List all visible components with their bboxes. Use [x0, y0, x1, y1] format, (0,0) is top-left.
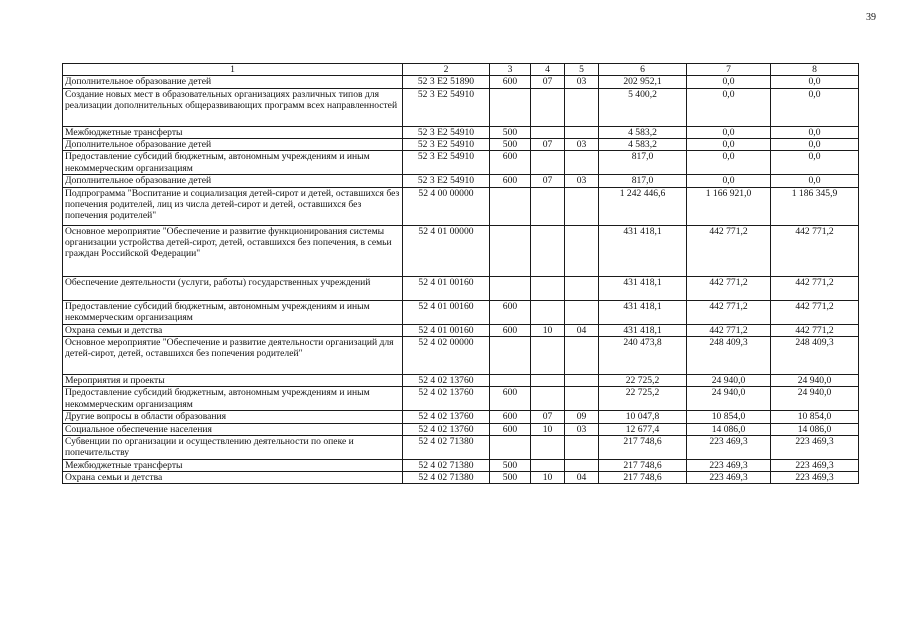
cell-amount-year3: 442 771,2: [771, 300, 859, 324]
table-row: [63, 138, 859, 150]
cell-expense-type: 500: [490, 459, 531, 471]
cell-subsection: [565, 336, 599, 374]
cell-expense-type: 600: [490, 387, 531, 411]
cell-amount-year1: 817,0: [599, 175, 687, 187]
cell-target-code: 52 3 E2 54910: [403, 175, 490, 187]
cell-section: [531, 88, 565, 126]
cell-name: Подпрограмма "Воспитание и социализация детей-сирот и детей, оставшихся без попечения родителей, лиц из числа детей-сирот и детей, оставшихся без попечения родителей": [63, 187, 403, 225]
cell-target-code: 52 4 02 71380: [403, 459, 490, 471]
cell-amount-year3: 248 409,3: [771, 336, 859, 374]
cell-amount-year1: 1 242 446,6: [599, 187, 687, 225]
cell-amount-year2: 24 940,0: [687, 374, 771, 386]
cell-amount-year3: 24 940,0: [771, 387, 859, 411]
page-number: 39: [866, 12, 876, 23]
cell-subsection: [565, 387, 599, 411]
cell-amount-year2: 24 940,0: [687, 387, 771, 411]
table-row: [63, 387, 859, 411]
cell-section: [531, 459, 565, 471]
cell-subsection: 03: [565, 423, 599, 435]
cell-expense-type: [490, 88, 531, 126]
cell-expense-type: [490, 374, 531, 386]
header-row: [63, 64, 859, 76]
cell-amount-year3: 0,0: [771, 76, 859, 88]
cell-expense-type: 600: [490, 76, 531, 88]
cell-subsection: 03: [565, 175, 599, 187]
cell-name: Охрана семьи и детства: [63, 324, 403, 336]
cell-amount-year1: 12 677,4: [599, 423, 687, 435]
cell-amount-year3: 0,0: [771, 175, 859, 187]
cell-expense-type: 600: [490, 151, 531, 175]
cell-section: [531, 336, 565, 374]
table-row: [63, 336, 859, 374]
header-cell-col5: 5: [565, 64, 599, 76]
cell-target-code: 52 3 E2 54910: [403, 138, 490, 150]
table-row: [63, 435, 859, 459]
header-cell-col2: 2: [403, 64, 490, 76]
cell-subsection: 09: [565, 411, 599, 423]
cell-amount-year1: 4 583,2: [599, 138, 687, 150]
cell-name: Предоставление субсидий бюджетным, автономным учреждениям и иным некоммерческим организациям: [63, 300, 403, 324]
cell-target-code: 52 4 02 71380: [403, 435, 490, 459]
cell-amount-year3: 0,0: [771, 138, 859, 150]
cell-target-code: 52 3 E2 54910: [403, 88, 490, 126]
cell-amount-year3: 442 771,2: [771, 276, 859, 300]
cell-name: Обеспечение деятельности (услуги, работы) государственных учреждений: [63, 276, 403, 300]
cell-expense-type: 500: [490, 472, 531, 484]
cell-name: Мероприятия и проекты: [63, 374, 403, 386]
cell-amount-year1: 22 725,2: [599, 387, 687, 411]
cell-amount-year1: 217 748,6: [599, 435, 687, 459]
cell-subsection: [565, 435, 599, 459]
cell-amount-year2: 0,0: [687, 126, 771, 138]
header-cell-col7: 7: [687, 64, 771, 76]
cell-expense-type: 600: [490, 411, 531, 423]
cell-subsection: 03: [565, 76, 599, 88]
cell-subsection: [565, 151, 599, 175]
cell-target-code: 52 3 E2 54910: [403, 126, 490, 138]
cell-amount-year2: 0,0: [687, 151, 771, 175]
cell-section: 07: [531, 138, 565, 150]
cell-amount-year3: 14 086,0: [771, 423, 859, 435]
cell-amount-year3: 442 771,2: [771, 324, 859, 336]
header-cell-col1: 1: [63, 64, 403, 76]
budget-table: [62, 63, 859, 484]
cell-expense-type: 600: [490, 423, 531, 435]
cell-name: Основное мероприятие "Обеспечение и развитие функционирования системы организации устройства детей-сирот, детей, оставшихся без попечения, в семьи граждан Российской Федерации": [63, 225, 403, 276]
table-row: [63, 151, 859, 175]
cell-amount-year2: 442 771,2: [687, 300, 771, 324]
cell-target-code: 52 4 02 13760: [403, 387, 490, 411]
cell-section: 07: [531, 175, 565, 187]
cell-amount-year2: 0,0: [687, 76, 771, 88]
cell-section: [531, 151, 565, 175]
cell-section: 10: [531, 472, 565, 484]
cell-target-code: 52 3 E2 54910: [403, 151, 490, 175]
table-row: [63, 324, 859, 336]
cell-target-code: 52 4 01 00160: [403, 276, 490, 300]
cell-amount-year3: 0,0: [771, 151, 859, 175]
cell-expense-type: [490, 225, 531, 276]
cell-target-code: 52 4 02 13760: [403, 423, 490, 435]
cell-section: [531, 276, 565, 300]
cell-target-code: 52 4 02 00000: [403, 336, 490, 374]
cell-name: Дополнительное образование детей: [63, 138, 403, 150]
cell-subsection: 04: [565, 472, 599, 484]
cell-amount-year1: 431 418,1: [599, 225, 687, 276]
cell-amount-year2: 10 854,0: [687, 411, 771, 423]
cell-amount-year3: 223 469,3: [771, 459, 859, 471]
cell-target-code: 52 4 01 00000: [403, 225, 490, 276]
cell-section: [531, 435, 565, 459]
cell-section: [531, 374, 565, 386]
cell-expense-type: 600: [490, 175, 531, 187]
cell-expense-type: 500: [490, 138, 531, 150]
cell-expense-type: [490, 336, 531, 374]
cell-amount-year3: 24 940,0: [771, 374, 859, 386]
table-row: [63, 276, 859, 300]
cell-name: Предоставление субсидий бюджетным, автономным учреждениям и иным некоммерческим организациям: [63, 387, 403, 411]
cell-subsection: 03: [565, 138, 599, 150]
table-row: [63, 225, 859, 276]
cell-section: [531, 225, 565, 276]
cell-subsection: [565, 374, 599, 386]
cell-target-code: 52 4 00 00000: [403, 187, 490, 225]
cell-amount-year3: 0,0: [771, 88, 859, 126]
cell-expense-type: [490, 187, 531, 225]
cell-target-code: 52 3 E2 51890: [403, 76, 490, 88]
cell-amount-year1: 217 748,6: [599, 459, 687, 471]
cell-amount-year1: 431 418,1: [599, 324, 687, 336]
cell-amount-year1: 4 583,2: [599, 126, 687, 138]
cell-amount-year2: 223 469,3: [687, 472, 771, 484]
cell-amount-year2: 442 771,2: [687, 324, 771, 336]
cell-expense-type: [490, 276, 531, 300]
cell-amount-year2: 442 771,2: [687, 225, 771, 276]
cell-target-code: 52 4 02 13760: [403, 411, 490, 423]
cell-expense-type: 500: [490, 126, 531, 138]
cell-amount-year1: 5 400,2: [599, 88, 687, 126]
cell-section: [531, 300, 565, 324]
cell-name: Дополнительное образование детей: [63, 76, 403, 88]
header-cell-col4: 4: [531, 64, 565, 76]
cell-name: Межбюджетные трансферты: [63, 126, 403, 138]
cell-amount-year2: 248 409,3: [687, 336, 771, 374]
cell-subsection: [565, 225, 599, 276]
cell-amount-year2: 442 771,2: [687, 276, 771, 300]
cell-name: Предоставление субсидий бюджетным, автономным учреждениям и иным некоммерческим организациям: [63, 151, 403, 175]
cell-section: [531, 387, 565, 411]
cell-subsection: [565, 187, 599, 225]
table-body: [63, 76, 859, 484]
table-row: [63, 472, 859, 484]
cell-amount-year3: 0,0: [771, 126, 859, 138]
cell-amount-year3: 1 186 345,9: [771, 187, 859, 225]
cell-amount-year2: 0,0: [687, 88, 771, 126]
cell-section: [531, 126, 565, 138]
table-row: [63, 88, 859, 126]
cell-name: Социальное обеспечение населения: [63, 423, 403, 435]
cell-amount-year1: 10 047,8: [599, 411, 687, 423]
cell-name: Создание новых мест в образовательных организациях различных типов для реализации дополнительных общеразвивающих программ всех направленностей: [63, 88, 403, 126]
table-row: [63, 423, 859, 435]
table-row: [63, 459, 859, 471]
cell-amount-year2: 1 166 921,0: [687, 187, 771, 225]
cell-amount-year2: 223 469,3: [687, 435, 771, 459]
cell-target-code: 52 4 02 13760: [403, 374, 490, 386]
table-row: [63, 374, 859, 386]
cell-name: Основное мероприятие "Обеспечение и развитие деятельности организаций для детей-сирот, детей, оставшихся без попечения родителей": [63, 336, 403, 374]
cell-amount-year1: 431 418,1: [599, 276, 687, 300]
cell-name: Субвенции по организации и осуществлению деятельности по опеке и попечительству: [63, 435, 403, 459]
cell-target-code: 52 4 01 00160: [403, 300, 490, 324]
cell-amount-year3: 223 469,3: [771, 435, 859, 459]
cell-target-code: 52 4 02 71380: [403, 472, 490, 484]
cell-expense-type: 600: [490, 324, 531, 336]
cell-amount-year1: 22 725,2: [599, 374, 687, 386]
cell-name: Дополнительное образование детей: [63, 175, 403, 187]
cell-amount-year1: 817,0: [599, 151, 687, 175]
cell-amount-year1: 217 748,6: [599, 472, 687, 484]
table-row: [63, 76, 859, 88]
cell-amount-year2: 14 086,0: [687, 423, 771, 435]
cell-amount-year3: 442 771,2: [771, 225, 859, 276]
header-cell-col3: 3: [490, 64, 531, 76]
cell-subsection: 04: [565, 324, 599, 336]
header-cell-col6: 6: [599, 64, 687, 76]
cell-amount-year3: 10 854,0: [771, 411, 859, 423]
cell-subsection: [565, 126, 599, 138]
cell-amount-year1: 240 473,8: [599, 336, 687, 374]
cell-name: Охрана семьи и детства: [63, 472, 403, 484]
table-row: [63, 300, 859, 324]
cell-section: 10: [531, 324, 565, 336]
cell-expense-type: [490, 435, 531, 459]
cell-expense-type: 600: [490, 300, 531, 324]
cell-amount-year2: 0,0: [687, 175, 771, 187]
cell-subsection: [565, 300, 599, 324]
table-row: [63, 411, 859, 423]
cell-name: Межбюджетные трансферты: [63, 459, 403, 471]
cell-amount-year1: 202 952,1: [599, 76, 687, 88]
table-row: [63, 187, 859, 225]
cell-amount-year2: 0,0: [687, 138, 771, 150]
table-row: [63, 126, 859, 138]
cell-name: Другие вопросы в области образования: [63, 411, 403, 423]
table-row: [63, 175, 859, 187]
cell-amount-year1: 431 418,1: [599, 300, 687, 324]
cell-section: [531, 187, 565, 225]
cell-section: 07: [531, 76, 565, 88]
cell-amount-year2: 223 469,3: [687, 459, 771, 471]
cell-section: 10: [531, 423, 565, 435]
cell-subsection: [565, 459, 599, 471]
cell-amount-year3: 223 469,3: [771, 472, 859, 484]
cell-subsection: [565, 276, 599, 300]
cell-target-code: 52 4 01 00160: [403, 324, 490, 336]
cell-subsection: [565, 88, 599, 126]
header-cell-col8: 8: [771, 64, 859, 76]
cell-section: 07: [531, 411, 565, 423]
